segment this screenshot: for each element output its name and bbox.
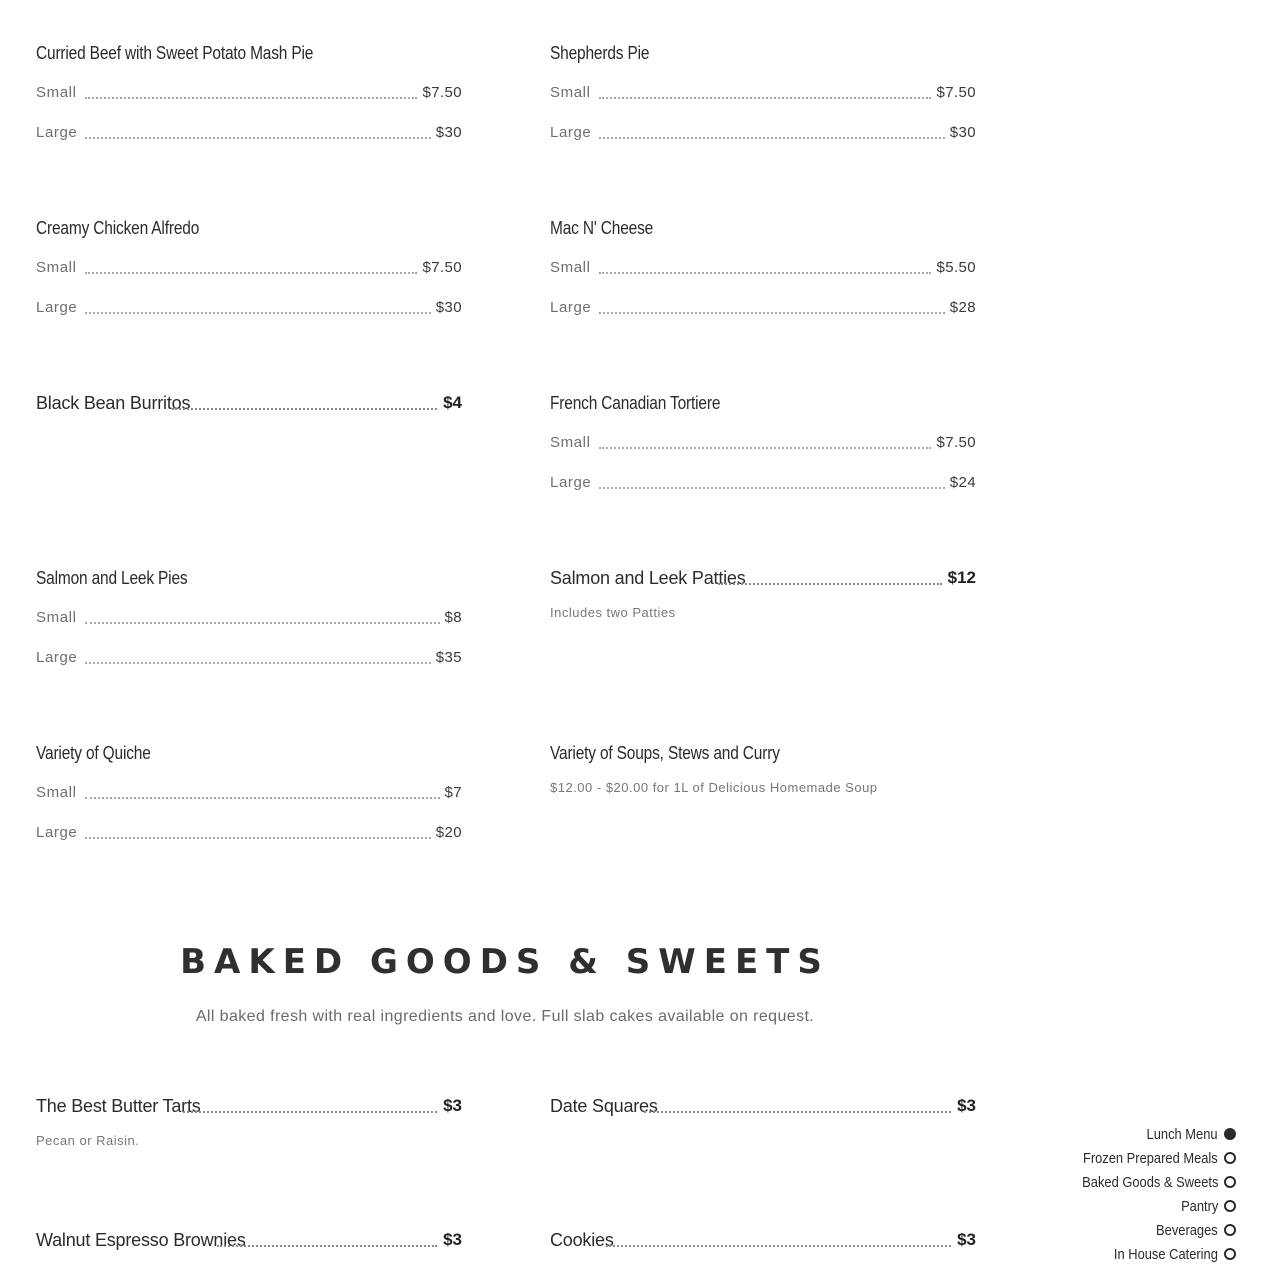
size-price: $5.50 — [936, 259, 976, 276]
menu-item — [550, 41, 976, 143]
item-name: Mac N' Cheese — [550, 218, 654, 238]
nav-dot-icon[interactable] — [1224, 1224, 1236, 1236]
size-row-large — [36, 121, 462, 143]
section-nav — [1016, 1122, 1236, 1266]
size-label: Small — [36, 784, 77, 801]
size-row-small — [36, 256, 462, 278]
menu-item — [36, 1228, 462, 1252]
dot-leader — [217, 1245, 437, 1247]
menu-item — [36, 216, 462, 318]
size-price: $24 — [949, 474, 976, 491]
size-price: $7.50 — [422, 84, 462, 101]
dot-leader — [85, 97, 418, 99]
size-row-small — [550, 81, 976, 103]
dot-leader — [85, 312, 430, 314]
size-label: Large — [36, 649, 78, 666]
nav-dot-active-icon[interactable] — [1224, 1128, 1236, 1140]
menu-item — [550, 391, 976, 493]
item-price: $3 — [443, 1096, 462, 1115]
dot-leader — [718, 583, 942, 585]
dot-leader — [644, 1111, 951, 1113]
menu-item — [550, 1228, 976, 1252]
size-row-small — [36, 781, 462, 803]
item-name: Black Bean Burritos — [36, 393, 191, 413]
size-row-large — [36, 296, 462, 318]
nav-label: In House Catering — [1114, 1245, 1218, 1263]
size-price: $30 — [949, 124, 976, 141]
size-row-small — [550, 431, 976, 453]
size-price: $7.50 — [936, 434, 976, 451]
item-price: $3 — [957, 1230, 976, 1249]
menu-item — [36, 566, 462, 668]
size-label: Small — [550, 84, 591, 101]
item-name: Cookies — [550, 1230, 614, 1250]
size-price: $30 — [435, 299, 462, 316]
size-label: Large — [36, 124, 78, 141]
dot-leader — [85, 837, 430, 839]
dot-leader — [599, 447, 932, 449]
size-price: $20 — [435, 824, 462, 841]
nav-item-lunch-menu[interactable] — [1016, 1122, 1236, 1146]
dot-leader — [599, 137, 944, 139]
dot-leader — [599, 97, 932, 99]
nav-dot-icon[interactable] — [1224, 1200, 1236, 1212]
item-description: Includes two Patties — [550, 605, 676, 620]
nav-label: Beverages — [1156, 1221, 1218, 1239]
dot-leader — [599, 487, 944, 489]
dot-leader — [599, 272, 932, 274]
nav-item-pantry[interactable] — [1016, 1194, 1236, 1218]
size-row-small — [550, 256, 976, 278]
dot-leader — [85, 137, 430, 139]
nav-dot-icon[interactable] — [1224, 1152, 1236, 1164]
item-price: $3 — [957, 1096, 976, 1115]
item-name: Creamy Chicken Alfredo — [36, 218, 200, 238]
menu-item — [36, 741, 462, 843]
nav-dot-icon[interactable] — [1224, 1248, 1236, 1260]
size-row-large — [550, 296, 976, 318]
item-price: $4 — [443, 393, 462, 412]
item-description: $12.00 - $20.00 for 1L of Delicious Homemade Soup — [550, 780, 878, 795]
size-label: Large — [36, 824, 78, 841]
menu-item — [36, 1094, 462, 1150]
item-name: French Canadian Tortiere — [550, 393, 721, 413]
nav-item-frozen-prepared-meals[interactable] — [1016, 1146, 1236, 1170]
size-label: Small — [550, 259, 591, 276]
item-name: Shepherds Pie — [550, 43, 650, 63]
menu-item — [36, 391, 462, 415]
item-name: Date Squares — [550, 1096, 658, 1116]
section-heading: BAKED GOODS & SWEETS — [180, 942, 830, 982]
size-row-small — [36, 81, 462, 103]
size-row-large — [36, 821, 462, 843]
nav-label: Frozen Prepared Meals — [1083, 1149, 1218, 1167]
nav-label: Lunch Menu — [1146, 1125, 1218, 1143]
size-label: Large — [550, 299, 592, 316]
size-label: Large — [550, 124, 592, 141]
size-row-large — [550, 471, 976, 493]
size-price: $8 — [444, 609, 462, 626]
size-price: $30 — [435, 124, 462, 141]
dot-leader — [85, 662, 430, 664]
size-price: $7.50 — [936, 84, 976, 101]
item-name: Salmon and Leek Patties — [550, 568, 746, 588]
item-name: Curried Beef with Sweet Potato Mash Pie — [36, 43, 314, 63]
size-label: Small — [550, 434, 591, 451]
size-row-large — [550, 121, 976, 143]
nav-item-in-house-catering[interactable] — [1016, 1242, 1236, 1266]
dot-leader — [183, 1111, 437, 1113]
section-subtitle: All baked fresh with real ingredients and love. Full slab cakes available on request. — [195, 1008, 815, 1025]
menu-item — [550, 566, 976, 622]
item-description: Pecan or Raisin. — [36, 1133, 140, 1148]
dot-leader — [599, 312, 944, 314]
nav-item-beverages[interactable] — [1016, 1218, 1236, 1242]
size-row-small — [36, 606, 462, 628]
size-row-large — [36, 646, 462, 668]
size-label: Small — [36, 84, 77, 101]
item-name: Walnut Espresso Brownies — [36, 1230, 246, 1250]
dot-leader — [85, 797, 440, 799]
nav-label: Pantry — [1180, 1197, 1218, 1215]
menu-item — [550, 1094, 976, 1118]
nav-item-baked-goods[interactable] — [1016, 1170, 1236, 1194]
size-label: Small — [36, 609, 77, 626]
menu-item — [36, 41, 462, 143]
item-name: Variety of Soups, Stews and Curry — [550, 743, 780, 763]
size-label: Large — [550, 474, 592, 491]
item-name: The Best Butter Tarts — [36, 1096, 201, 1116]
dot-leader — [606, 1245, 951, 1247]
menu-item — [550, 216, 976, 318]
item-price: $12 — [947, 568, 976, 587]
size-label: Large — [36, 299, 78, 316]
size-price: $28 — [949, 299, 976, 316]
dot-leader — [85, 272, 418, 274]
dot-leader — [85, 622, 440, 624]
size-price: $7.50 — [422, 259, 462, 276]
dot-leader — [172, 408, 437, 410]
size-label: Small — [36, 259, 77, 276]
nav-dot-icon[interactable] — [1224, 1176, 1236, 1188]
item-name: Salmon and Leek Pies — [36, 568, 188, 588]
menu-item — [550, 741, 976, 797]
item-price: $3 — [443, 1230, 462, 1249]
size-price: $7 — [444, 784, 462, 801]
size-price: $35 — [435, 649, 462, 666]
nav-label: Baked Goods & Sweets — [1081, 1173, 1218, 1191]
item-name: Variety of Quiche — [36, 743, 151, 763]
